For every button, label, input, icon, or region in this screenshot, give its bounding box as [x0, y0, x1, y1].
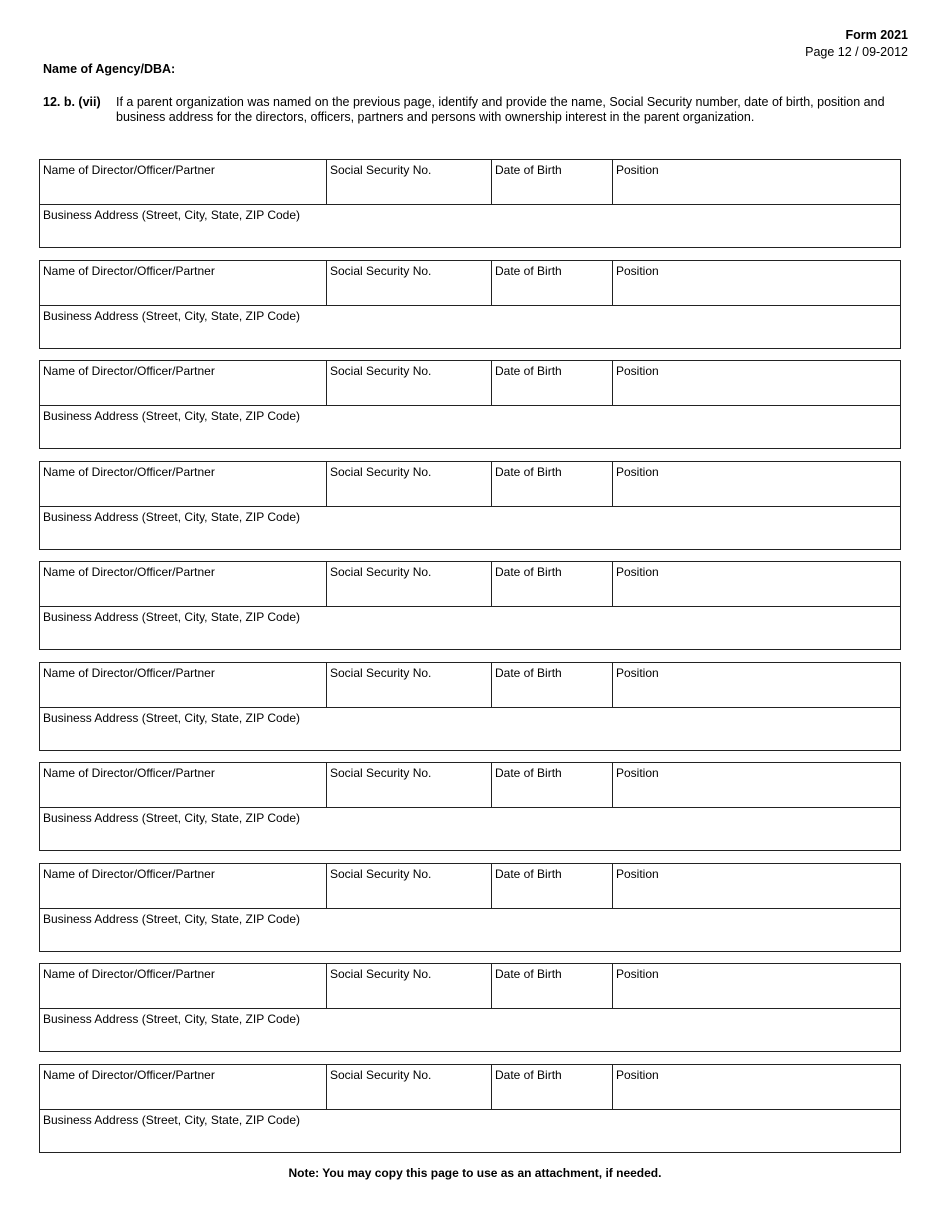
- address-label: Business Address (Street, City, State, ZIP Code): [43, 409, 300, 423]
- position-label: Position: [616, 766, 659, 780]
- name-field[interactable]: [40, 261, 326, 305]
- position-label: Position: [616, 866, 659, 881]
- dob-label: Date of Birth: [495, 464, 562, 479]
- ssn-label: Social Security No.: [330, 364, 432, 378]
- position-field[interactable]: [612, 562, 900, 606]
- position-label: Position: [616, 1067, 659, 1082]
- form-number: Form 2021: [845, 28, 908, 42]
- address-label: Business Address (Street, City, State, ZIP Code): [43, 208, 300, 222]
- name-field[interactable]: [40, 964, 326, 1008]
- ssn-field[interactable]: [326, 763, 491, 807]
- position-label: Position: [616, 464, 659, 479]
- dob-field[interactable]: [491, 261, 612, 305]
- ssn-field[interactable]: [326, 261, 491, 305]
- name-label: Name of Director/Officer/Partner: [43, 464, 215, 479]
- dob-label: Date of Birth: [495, 866, 562, 881]
- name-label: Name of Director/Officer/Partner: [43, 866, 215, 881]
- position-label: Position: [616, 665, 659, 680]
- position-label: Position: [616, 163, 659, 177]
- ssn-label: Social Security No.: [330, 163, 432, 177]
- entry-top-row: [40, 160, 900, 205]
- entry-top-row: [40, 261, 900, 306]
- dob-field[interactable]: [491, 864, 612, 908]
- person-entry-block: [39, 561, 901, 650]
- ssn-field[interactable]: [326, 562, 491, 606]
- business-address-field[interactable]: [40, 1109, 900, 1152]
- ssn-label: Social Security No.: [330, 967, 432, 981]
- ssn-label: Social Security No.: [330, 263, 432, 278]
- dob-label: Date of Birth: [495, 364, 562, 378]
- dob-label: Date of Birth: [495, 163, 562, 177]
- person-entry-block: [39, 461, 901, 550]
- position-field[interactable]: [612, 763, 900, 807]
- question-text: If a parent organization was named on the previous page, identify and provide the name, Social Security number, date of birth, position and business address for the directors, officers, partners and persons with ownership interest in the parent organization.: [116, 95, 885, 124]
- person-entry-block: [39, 762, 901, 851]
- ssn-label: Social Security No.: [330, 866, 432, 881]
- dob-label: Date of Birth: [495, 665, 562, 680]
- person-entry-block: [39, 159, 901, 248]
- dob-label: Date of Birth: [495, 967, 562, 981]
- address-label: Business Address (Street, City, State, ZIP Code): [43, 509, 300, 524]
- business-address-field[interactable]: [40, 305, 900, 348]
- agency-name-label: Name of Agency/DBA:: [43, 62, 176, 76]
- dob-label: Date of Birth: [495, 565, 562, 579]
- person-entry-block: [39, 1064, 901, 1153]
- dob-field[interactable]: [491, 1065, 612, 1109]
- ssn-label: Social Security No.: [330, 1067, 432, 1082]
- entry-top-row: [40, 864, 900, 909]
- business-address-field[interactable]: [40, 1008, 900, 1051]
- person-entry-block: [39, 360, 901, 449]
- address-label: Business Address (Street, City, State, ZIP Code): [43, 1112, 300, 1127]
- ssn-field[interactable]: [326, 864, 491, 908]
- position-field[interactable]: [612, 361, 900, 405]
- address-label: Business Address (Street, City, State, ZIP Code): [43, 911, 300, 926]
- name-field[interactable]: [40, 160, 326, 204]
- ssn-field[interactable]: [326, 663, 491, 707]
- name-label: Name of Director/Officer/Partner: [43, 163, 215, 177]
- name-field[interactable]: [40, 663, 326, 707]
- position-label: Position: [616, 967, 659, 981]
- name-label: Name of Director/Officer/Partner: [43, 1067, 215, 1082]
- name-label: Name of Director/Officer/Partner: [43, 565, 215, 579]
- position-field[interactable]: [612, 261, 900, 305]
- position-label: Position: [616, 263, 659, 278]
- name-label: Name of Director/Officer/Partner: [43, 263, 215, 278]
- business-address-field[interactable]: [40, 204, 900, 247]
- person-entry-block: [39, 260, 901, 349]
- dob-label: Date of Birth: [495, 766, 562, 780]
- business-address-field[interactable]: [40, 405, 900, 448]
- ssn-label: Social Security No.: [330, 565, 432, 579]
- position-field[interactable]: [612, 160, 900, 204]
- person-entry-block: [39, 662, 901, 751]
- name-field[interactable]: [40, 462, 326, 506]
- position-field[interactable]: [612, 864, 900, 908]
- name-label: Name of Director/Officer/Partner: [43, 665, 215, 680]
- dob-field[interactable]: [491, 763, 612, 807]
- business-address-field[interactable]: [40, 807, 900, 850]
- business-address-field[interactable]: [40, 506, 900, 549]
- entry-top-row: [40, 763, 900, 808]
- ssn-field[interactable]: [326, 160, 491, 204]
- position-label: Position: [616, 364, 659, 378]
- ssn-label: Social Security No.: [330, 766, 432, 780]
- address-label: Business Address (Street, City, State, ZIP Code): [43, 308, 300, 323]
- entry-top-row: [40, 361, 900, 406]
- footer-note: Note: You may copy this page to use as an attachment, if needed.: [288, 1166, 662, 1180]
- address-label: Business Address (Street, City, State, ZIP Code): [43, 710, 300, 725]
- question-number: 12. b. (vii): [43, 95, 101, 109]
- name-label: Name of Director/Officer/Partner: [43, 766, 215, 780]
- dob-field[interactable]: [491, 663, 612, 707]
- person-entry-block: [39, 963, 901, 1052]
- name-field[interactable]: [40, 562, 326, 606]
- name-label: Name of Director/Officer/Partner: [43, 364, 215, 378]
- dob-field[interactable]: [491, 964, 612, 1008]
- ssn-field[interactable]: [326, 1065, 491, 1109]
- ssn-field[interactable]: [326, 964, 491, 1008]
- person-entry-block: [39, 863, 901, 952]
- entry-top-row: [40, 964, 900, 1009]
- position-field[interactable]: [612, 663, 900, 707]
- name-field[interactable]: [40, 763, 326, 807]
- name-field[interactable]: [40, 361, 326, 405]
- business-address-field[interactable]: [40, 606, 900, 649]
- address-label: Business Address (Street, City, State, ZIP Code): [43, 811, 300, 825]
- entry-top-row: [40, 462, 900, 507]
- dob-field[interactable]: [491, 462, 612, 506]
- dob-label: Date of Birth: [495, 263, 562, 278]
- address-label: Business Address (Street, City, State, ZIP Code): [43, 1012, 300, 1026]
- business-address-field[interactable]: [40, 908, 900, 951]
- entry-top-row: [40, 562, 900, 607]
- address-label: Business Address (Street, City, State, ZIP Code): [43, 610, 300, 624]
- dob-field[interactable]: [491, 160, 612, 204]
- dob-field[interactable]: [491, 562, 612, 606]
- ssn-field[interactable]: [326, 462, 491, 506]
- dob-field[interactable]: [491, 361, 612, 405]
- name-field[interactable]: [40, 1065, 326, 1109]
- business-address-field[interactable]: [40, 707, 900, 750]
- ssn-field[interactable]: [326, 361, 491, 405]
- name-field[interactable]: [40, 864, 326, 908]
- position-field[interactable]: [612, 1065, 900, 1109]
- entry-top-row: [40, 663, 900, 708]
- position-label: Position: [616, 565, 659, 579]
- dob-label: Date of Birth: [495, 1067, 562, 1082]
- page-info: Page 12 / 09-2012: [805, 45, 908, 59]
- ssn-label: Social Security No.: [330, 665, 432, 680]
- position-field[interactable]: [612, 964, 900, 1008]
- name-label: Name of Director/Officer/Partner: [43, 967, 215, 981]
- position-field[interactable]: [612, 462, 900, 506]
- ssn-label: Social Security No.: [330, 464, 432, 479]
- entry-top-row: [40, 1065, 900, 1110]
